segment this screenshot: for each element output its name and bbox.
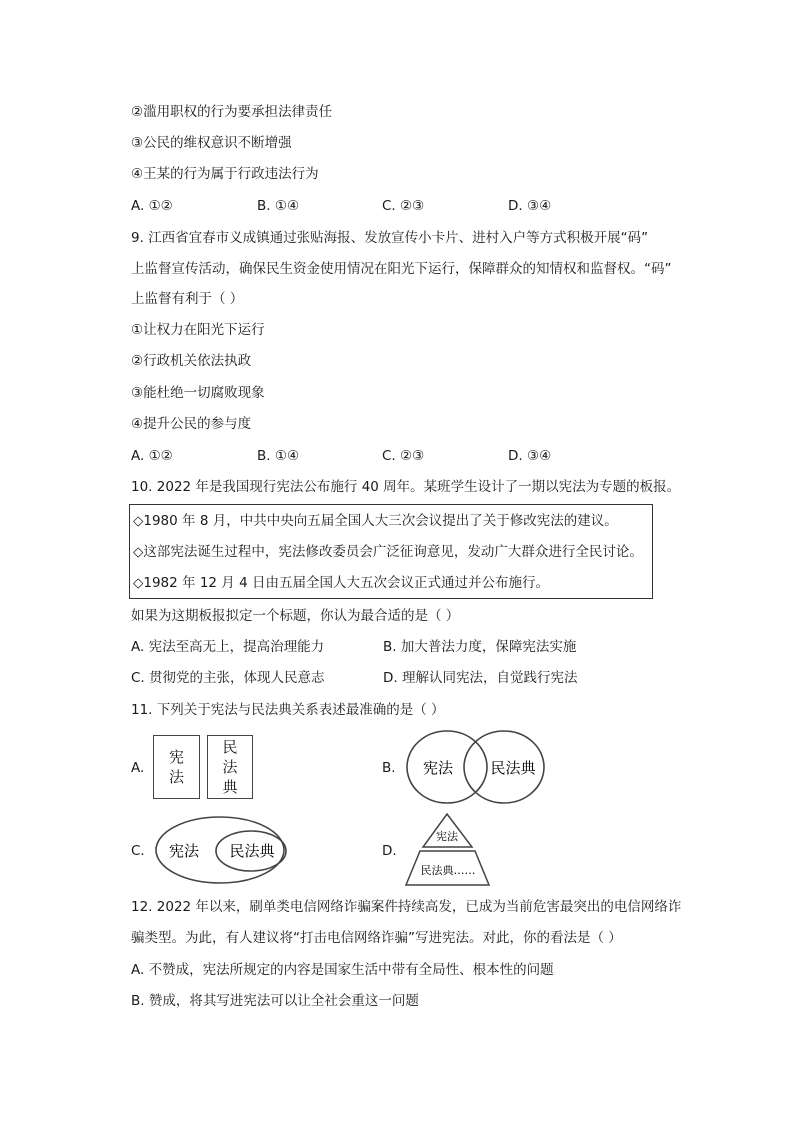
q11-a-right-char-2: 法	[222, 758, 238, 776]
q11-d-label-constitution: 宪法	[436, 830, 458, 843]
q9-stem-line-2: 上监督宣传活动，确保民生资金使用情况在阳光下运行，保障群众的知情权和监督权。“码”	[131, 261, 672, 277]
q11-option-a-label[interactable]: A.	[131, 760, 145, 776]
q8-option-a[interactable]: A. ①②	[131, 198, 173, 214]
q11-a-left-char-2: 法	[168, 768, 184, 786]
q10-blackboard-box	[129, 504, 653, 599]
q11-a-right-char-1: 民	[222, 738, 238, 756]
q9-item-3: ③能杜绝一切腐败现象	[131, 385, 265, 401]
q8-option-d[interactable]: D. ③④	[508, 198, 552, 214]
q9-stem-line-3: 上监督有利于（ ）	[131, 291, 244, 307]
q11-d-label-civil-code: 民法典……	[420, 864, 476, 877]
q10-board-line-1: ◇1980 年 8 月，中共中央向五届全国人大三次会议提出了关于修改宪法的建议。	[133, 513, 618, 529]
q9-item-1: ①让权力在阳光下运行	[131, 322, 265, 338]
q11-a-civil-code-box	[207, 735, 253, 799]
q10-options-row-1	[131, 638, 651, 656]
q8-item-3: ③公民的维权意识不断增强	[131, 135, 292, 151]
q11-a-right-char-3: 典	[222, 778, 238, 796]
q11-d-pyramid-diagram	[403, 812, 493, 888]
q10-option-b[interactable]: B. 加大普法力度，保障宪法实施	[383, 639, 577, 655]
q11-a-left-char-1: 宪	[168, 748, 184, 766]
q11-b-label-constitution: 宪法	[422, 759, 454, 777]
q12-option-b[interactable]: B. 赞成，将其写进宪法可以让全社会重这一问题	[131, 993, 419, 1009]
q11-b-label-civil-code: 民法典	[490, 759, 536, 777]
q11-c-label-civil-code: 民法典	[229, 842, 275, 860]
q9-options	[131, 447, 651, 465]
q9-option-a[interactable]: A. ①②	[131, 448, 173, 464]
q9-item-4: ④提升公民的参与度	[131, 416, 252, 432]
q8-item-4: ④王某的行为属于行政违法行为	[131, 166, 319, 182]
q12-option-a[interactable]: A. 不赞成，宪法所规定的内容是国家生活中带有全局性、根本性的问题	[131, 962, 554, 978]
q10-board-line-3: ◇1982 年 12 月 4 日由五届全国人大五次会议正式通过并公布施行。	[133, 575, 549, 591]
q10-question: 如果为这期板报拟定一个标题，你认为最合适的是（ ）	[131, 608, 460, 624]
q10-board-line-2: ◇这部宪法诞生过程中，宪法修改委员会广泛征询意见，发动广大群众进行全民讨论。	[133, 544, 643, 560]
q10-option-d[interactable]: D. 理解认同宪法，自觉践行宪法	[383, 670, 578, 686]
q12-stem-line-2: 骗类型。为此，有人建议将“打击电信网络诈骗”写进宪法。对此，你的看法是（ ）	[131, 930, 622, 946]
q9-item-2: ②行政机关依法执政	[131, 353, 252, 369]
q9-option-d[interactable]: D. ③④	[508, 448, 552, 464]
q10-option-c[interactable]: C. 贯彻党的主张，体现人民意志	[131, 670, 325, 686]
q11-c-nested-diagram	[150, 812, 292, 890]
q11-c-label-constitution: 宪法	[168, 842, 200, 860]
q11-b-venn-diagram	[400, 727, 550, 807]
q8-option-b[interactable]: B. ①④	[257, 198, 300, 214]
q9-stem-line-1: 9. 江西省宜春市义成镇通过张贴海报、发放宣传小卡片、进村入户等方式积极开展“码”	[131, 230, 649, 246]
q10-option-a[interactable]: A. 宪法至高无上，提高治理能力	[131, 639, 325, 655]
q12-stem-line-1: 12. 2022 年以来，刷单类电信网络诈骗案件持续高发，已成为当前危害最突出的电信网络诈	[131, 899, 682, 915]
q10-stem: 10. 2022 年是我国现行宪法公布施行 40 周年。某班学生设计了一期以宪法为专题的板报。	[131, 479, 681, 495]
q11-stem: 11. 下列关于宪法与民法典关系表述最准确的是（ ）	[131, 702, 445, 718]
q8-options	[131, 197, 651, 215]
q8-item-2: ②滥用职权的行为要承担法律责任	[131, 104, 333, 120]
q11-option-b-label[interactable]: B.	[382, 760, 396, 776]
q9-option-c[interactable]: C. ②③	[382, 448, 425, 464]
q11-a-constitution-box	[153, 735, 200, 799]
q9-option-b[interactable]: B. ①④	[257, 448, 300, 464]
q11-option-d-label[interactable]: D.	[382, 843, 397, 859]
q11-option-c-label[interactable]: C.	[131, 843, 145, 859]
q8-option-c[interactable]: C. ②③	[382, 198, 425, 214]
q10-options-row-2	[131, 669, 651, 687]
